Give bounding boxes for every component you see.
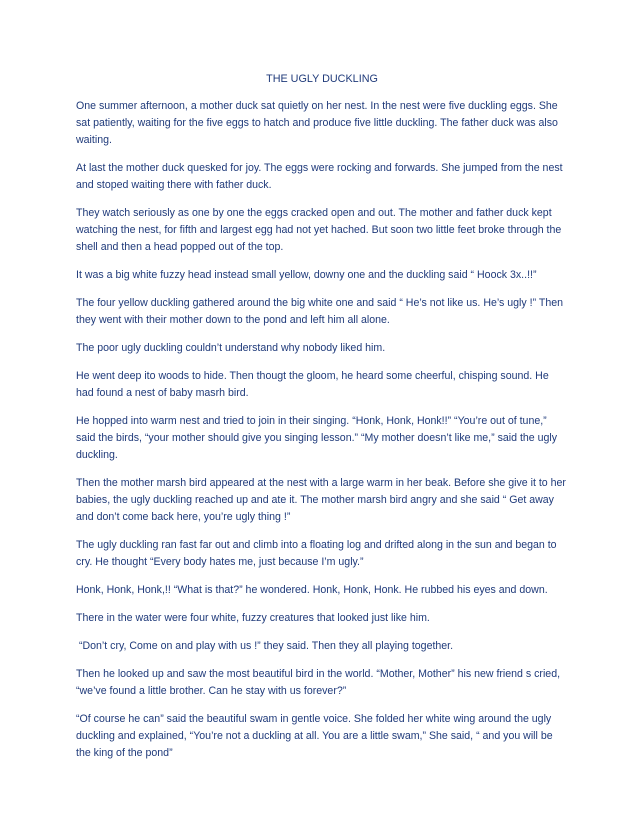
paragraph: One summer afternoon, a mother duck sat quietly on her nest. In the nest were five duckling eggs. She sat patiently, waiting for the five eggs to hatch and produce five little duckling. The father duck was also waiting. [76,100,558,146]
paragraph: They watch seriously as one by one the eggs cracked open and out. The mother and father duck kept watching the nest, for fifth and largest egg had not yet hached. But soon two little feet broke through the shell and then a head popped out of the top. [76,207,562,253]
paragraph: “Of course he can” said the beautiful swam in gentle voice. She folded her white wing around the ugly duckling and explained, “You’re not a duckling at all. You are a little swam,” She said, “ and you will be the king of the pond” [76,713,553,759]
paragraph: Then the mother marsh bird appeared at the nest with a large warm in her beak. Before she give it to her babies, the ugly duckling reached up and ate it. The mother marsh bird angry and she said “ Get away and don’t come back here, you’re ugly thing !” [76,477,566,523]
paragraph: He hopped into warm nest and tried to join in their singing. “Honk, Honk, Honk!!” “You’re out of tune,” said the birds, “your mother should give you singing lesson.” “My mother doesn’t like me,” said the ugly duckling. [76,415,558,461]
paragraph: Then he looked up and saw the most beautiful bird in the world. “Mother, Mother” his new friend s cried, “we’ve found a little brother. Can he stay with us forever?” [76,668,561,697]
paragraph: Honk, Honk, Honk,!! “What is that?” he wondered. Honk, Honk, Honk. He rubbed his eyes and down. [76,584,548,596]
paragraph: The four yellow duckling gathered around the big white one and said “ He’s not like us. He’s ugly !” Then they went with their mother down to the pond and left him all alone. [76,297,564,326]
paragraph: “Don’t cry, Come on and play with us !” they said. Then they all playing together. [76,640,454,652]
paragraph: There in the water were four white, fuzzy creatures that looked just like him. [76,612,430,624]
paragraph: He went deep ito woods to hide. Then thougt the gloom, he heard some cheerful, chisping sound. He had found a nest of baby masrh bird. [76,370,549,399]
paragraph: The poor ugly duckling couldn’t understand why nobody liked him. [76,342,386,354]
paragraph: The ugly duckling ran fast far out and climb into a floating log and drifted along in the sun and began to cry. He thought “Every body hates me, just because I’m ugly.” [76,539,557,568]
paragraph: It was a big white fuzzy head instead small yellow, downy one and the duckling said “ Hoock 3x..!!” [76,269,537,281]
paragraph: At last the mother duck quesked for joy. The eggs were rocking and forwards. She jumped from the nest and stoped waiting there with father duck. [76,162,563,191]
document-title: THE UGLY DUCKLING [266,73,378,85]
